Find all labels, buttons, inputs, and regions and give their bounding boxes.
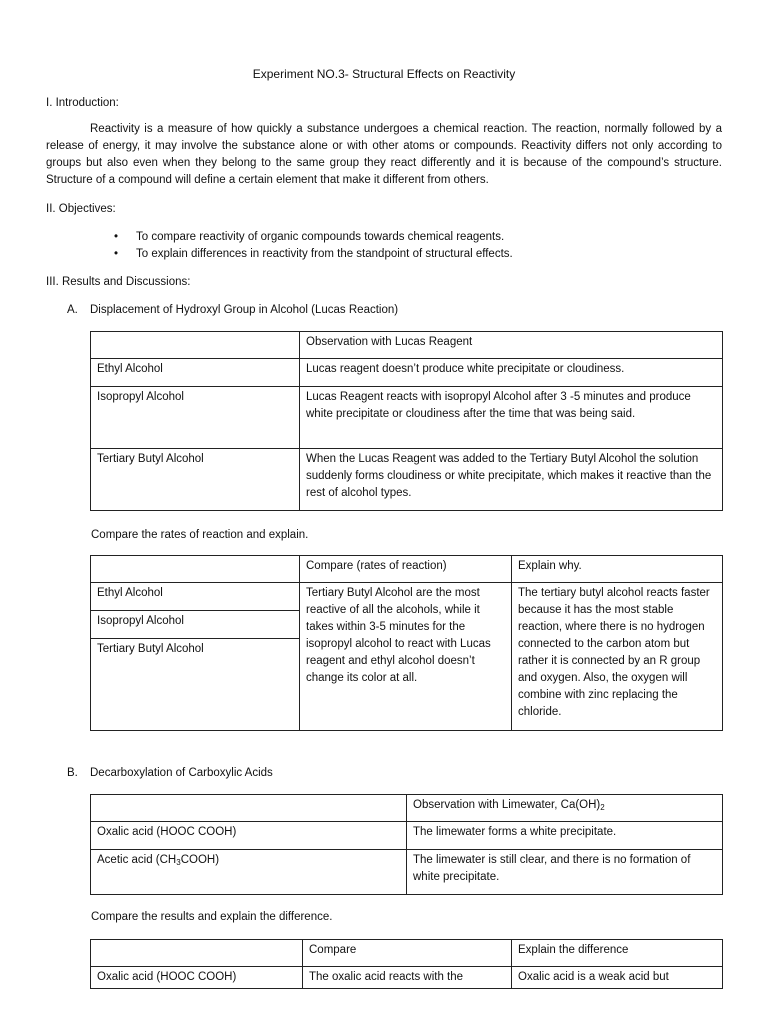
table-cell: Oxalic acid (HOOC COOH): [91, 967, 303, 989]
table-cell: Ethyl Alcohol: [91, 583, 300, 611]
table-row: [91, 583, 723, 611]
table-cell: [91, 940, 303, 967]
table-cell: Acetic acid $(CH_3COOH)$: [91, 850, 407, 895]
table-cell: Isopropyl Alcohol: [91, 611, 300, 639]
section-a-heading: [67, 304, 398, 316]
list-item: [46, 246, 513, 263]
table-header: Explain the difference: [512, 940, 723, 967]
objective-text: To compare reactivity of organic compounds towards chemical reagents.: [136, 231, 505, 243]
table-cell: Ethyl Alcohol: [91, 359, 300, 387]
lucas-compare-table: [90, 555, 723, 731]
table-cell: The limewater forms a white precipitate.: [407, 822, 723, 850]
table-row: [91, 795, 723, 822]
section-b-heading: [67, 767, 273, 779]
table-header: Compare (rates of reaction): [300, 556, 512, 583]
limewater-observation-table: [90, 794, 723, 895]
table-cell: Lucas Reagent reacts with isopropyl Alcohol after 3 -5 minutes and produce white precipitate or cloudiness after the time that was being said.: [300, 387, 723, 449]
compare-results-prompt: Compare the results and explain the difference.: [91, 911, 333, 923]
section-title: Decarboxylation of Carboxylic Acids: [90, 767, 273, 779]
table-cell: [91, 795, 407, 822]
list-item: [46, 229, 513, 246]
objectives-list: [46, 229, 513, 263]
table-header: Explain why.: [512, 556, 723, 583]
table-cell: [91, 556, 300, 583]
table-row: [91, 822, 723, 850]
table-row: [91, 449, 723, 511]
table-row: [91, 967, 723, 989]
section-title: Displacement of Hydroxyl Group in Alcohol (Lucas Reaction): [90, 304, 399, 316]
table-cell: Oxalic acid (HOOC COOH): [91, 822, 407, 850]
bullet-icon: •: [114, 231, 119, 243]
explain-cell: The tertiary butyl alcohol reacts faster because it has the most stable reaction, where there is no hydrogen connected to the carbon atom but rather it is connected by an R group and oxygen. Also, the oxygen will combine with zinc replacing the chloride.: [512, 583, 723, 731]
table-header: Compare: [303, 940, 512, 967]
table-cell: Tertiary Butyl Alcohol: [91, 639, 300, 731]
objectives-heading: II. Objectives:: [46, 203, 116, 215]
table-cell: Lucas reagent doesn’t produce white precipitate or cloudiness.: [300, 359, 723, 387]
objective-text: To explain differences in reactivity from the standpoint of structural effects.: [136, 248, 513, 260]
introduction-paragraph: Reactivity is a measure of how quickly a substance undergoes a chemical reaction. The reaction, normally followed by a release of energy, it may involve the substance alone or with other atoms or compounds. Reactivity differs not only according to groups but also even when they belong to the same group they react differently and it is because of the compound’s structure. Structure of a compound will define a certain element that make it different from others.: [46, 123, 722, 186]
table-cell: Tertiary Butyl Alcohol: [91, 449, 300, 511]
table-row: [91, 556, 723, 583]
table-row: [91, 940, 723, 967]
compare-rates-prompt: Compare the rates of reaction and explain.: [91, 529, 309, 541]
table-row: [91, 850, 723, 895]
page-title: Experiment NO.3- Structural Effects on Reactivity: [252, 67, 516, 81]
acid-compare-table: [90, 939, 723, 989]
compare-cell: Tertiary Butyl Alcohol are the most reactive of all the alcohols, while it takes within 3-5 minutes for the isopropyl alcohol to react with Lucas reagent and ethyl alcohol doesn’t change its color at all.: [300, 583, 512, 731]
table-row: [91, 359, 723, 387]
table-cell: Oxalic acid is a weak acid but: [512, 967, 723, 989]
table-header: Observation with Limewater, $Ca(OH)_2$: [407, 795, 723, 822]
table-cell: [91, 332, 300, 359]
table-cell: The oxalic acid reacts with the: [303, 967, 512, 989]
table-cell: The limewater is still clear, and there is no formation of white precipitate.: [407, 850, 723, 895]
table-cell: Isopropyl Alcohol: [91, 387, 300, 449]
table-cell: When the Lucas Reagent was added to the Tertiary Butyl Alcohol the solution suddenly forms cloudiness or white precipitate, which makes it reactive than the rest of alcohol types.: [300, 449, 723, 511]
section-letter: A.: [67, 304, 78, 316]
table-row: [91, 332, 723, 359]
results-heading: III. Results and Discussions:: [46, 276, 191, 288]
table-row: [91, 387, 723, 449]
introduction-heading: I. Introduction:: [46, 97, 119, 109]
bullet-icon: •: [114, 248, 119, 260]
table-header: Observation with Lucas Reagent: [300, 332, 723, 359]
lucas-observation-table: [90, 331, 723, 511]
section-letter: B.: [67, 767, 78, 779]
